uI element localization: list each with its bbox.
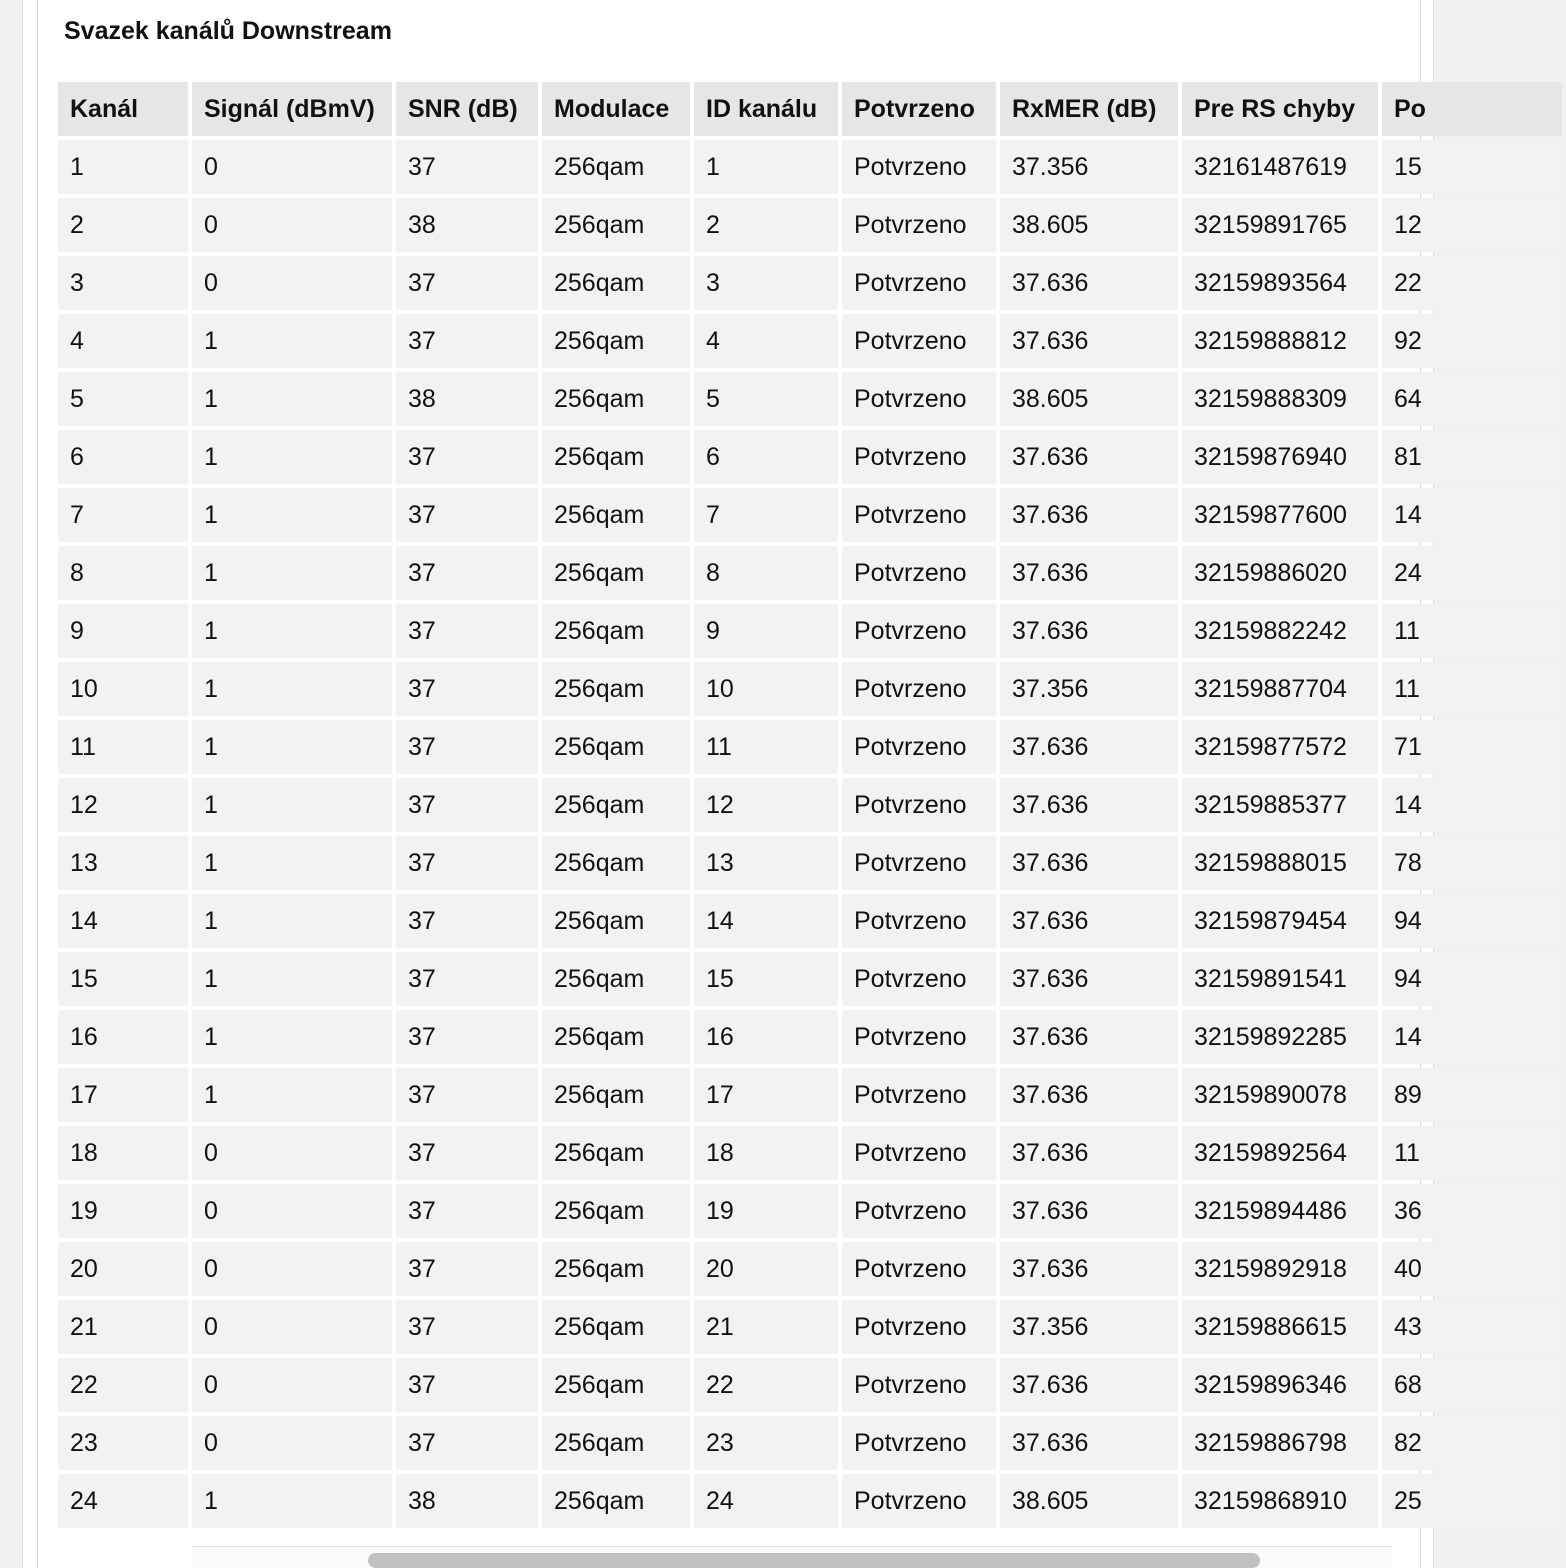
table-cell: 12: [58, 778, 188, 832]
table-cell: 256qam: [542, 836, 690, 890]
table-cell: 32159868910: [1182, 1474, 1378, 1528]
table-cell: 256qam: [542, 1300, 690, 1354]
table-cell: 37.636: [1000, 894, 1178, 948]
table-row: [58, 314, 1562, 368]
table-cell: 256qam: [542, 604, 690, 658]
table-cell: 13: [58, 836, 188, 890]
table-cell: 15: [694, 952, 838, 1006]
table-cell: 37: [396, 1416, 538, 1470]
table-cell: 38.605: [1000, 1474, 1178, 1528]
table-cell: 37: [396, 256, 538, 310]
table-cell: 37.636: [1000, 952, 1178, 1006]
table-cell: 71: [1382, 720, 1562, 774]
table-cell: 19: [58, 1184, 188, 1238]
table-cell: 11: [58, 720, 188, 774]
table-cell: 78: [1382, 836, 1562, 890]
table-cell: Potvrzeno: [842, 1242, 996, 1296]
table-cell: 0: [192, 140, 392, 194]
table-cell: 11: [1382, 604, 1562, 658]
column-header: Potvrzeno: [842, 82, 996, 136]
table-cell: 8: [58, 546, 188, 600]
table-row: [58, 778, 1562, 832]
table-cell: 82: [1382, 1416, 1562, 1470]
table-row: [58, 488, 1562, 542]
table-cell: 32159886798: [1182, 1416, 1378, 1470]
table-cell: 32159892285: [1182, 1010, 1378, 1064]
column-header: SNR (dB): [396, 82, 538, 136]
table-cell: 37.636: [1000, 1416, 1178, 1470]
table-cell: 14: [694, 894, 838, 948]
table-cell: 256qam: [542, 662, 690, 716]
table-cell: 1: [192, 1010, 392, 1064]
table-cell: 1: [58, 140, 188, 194]
table-cell: 22: [1382, 256, 1562, 310]
table-cell: 17: [694, 1068, 838, 1122]
table-cell: 37: [396, 662, 538, 716]
table-cell: 38: [396, 198, 538, 252]
table-cell: 32159896346: [1182, 1358, 1378, 1412]
table-cell: 11: [1382, 662, 1562, 716]
table-cell: 1: [192, 836, 392, 890]
table-cell: 256qam: [542, 894, 690, 948]
table-cell: 256qam: [542, 1358, 690, 1412]
table-cell: Potvrzeno: [842, 546, 996, 600]
table-cell: 18: [694, 1126, 838, 1180]
table-cell: 256qam: [542, 256, 690, 310]
page-frame: [22, 0, 1434, 1568]
table-cell: 1: [192, 894, 392, 948]
table-cell: 12: [1382, 198, 1562, 252]
table-cell: 37: [396, 836, 538, 890]
table-cell: 37.636: [1000, 256, 1178, 310]
table-cell: 32159888015: [1182, 836, 1378, 890]
table-cell: 20: [694, 1242, 838, 1296]
table-cell: 23: [58, 1416, 188, 1470]
table-cell: Potvrzeno: [842, 778, 996, 832]
table-cell: 32159886615: [1182, 1300, 1378, 1354]
table-cell: Potvrzeno: [842, 1300, 996, 1354]
table-cell: 32159890078: [1182, 1068, 1378, 1122]
table-cell: 1: [192, 662, 392, 716]
table-cell: Potvrzeno: [842, 1416, 996, 1470]
table-cell: Potvrzeno: [842, 1126, 996, 1180]
table-row: [58, 720, 1562, 774]
table-cell: 7: [694, 488, 838, 542]
table-cell: 37: [396, 604, 538, 658]
table-cell: 256qam: [542, 430, 690, 484]
table-cell: 256qam: [542, 952, 690, 1006]
table-cell: 32159877600: [1182, 488, 1378, 542]
table-cell: 32159879454: [1182, 894, 1378, 948]
column-header: Signál (dBmV): [192, 82, 392, 136]
table-cell: 256qam: [542, 1242, 690, 1296]
table-cell: 37.636: [1000, 1184, 1178, 1238]
table-cell: 38.605: [1000, 372, 1178, 426]
table-row: [58, 1300, 1562, 1354]
table-cell: Potvrzeno: [842, 372, 996, 426]
table-cell: 37: [396, 1300, 538, 1354]
table-cell: 11: [694, 720, 838, 774]
table-cell: 256qam: [542, 1010, 690, 1064]
table-cell: 0: [192, 198, 392, 252]
table-cell: 37: [396, 488, 538, 542]
table-cell: 256qam: [542, 140, 690, 194]
table-cell: 37: [396, 894, 538, 948]
table-cell: 32159888812: [1182, 314, 1378, 368]
table-cell: 38.605: [1000, 198, 1178, 252]
column-header: Po: [1382, 82, 1562, 136]
column-header: Pre RS chyby: [1182, 82, 1378, 136]
table-row: [58, 662, 1562, 716]
table-cell: 37: [396, 546, 538, 600]
table-cell: Potvrzeno: [842, 836, 996, 890]
table-cell: 0: [192, 1126, 392, 1180]
table-cell: 0: [192, 1358, 392, 1412]
table-cell: 3: [58, 256, 188, 310]
table-cell: 0: [192, 1242, 392, 1296]
table-cell: 37.636: [1000, 1126, 1178, 1180]
table-row: [58, 1474, 1562, 1528]
table-cell: 32159886020: [1182, 546, 1378, 600]
table-cell: 14: [1382, 778, 1562, 832]
table-cell: 23: [694, 1416, 838, 1470]
table-cell: 32159887704: [1182, 662, 1378, 716]
table-row: [58, 1242, 1562, 1296]
table-cell: Potvrzeno: [842, 1358, 996, 1412]
table-cell: 5: [694, 372, 838, 426]
table-cell: 81: [1382, 430, 1562, 484]
table-cell: 8: [694, 546, 838, 600]
table-cell: 37.636: [1000, 1358, 1178, 1412]
table-cell: 37: [396, 778, 538, 832]
table-row: [58, 1126, 1562, 1180]
table-cell: 13: [694, 836, 838, 890]
table-cell: 1: [694, 140, 838, 194]
table-cell: 22: [694, 1358, 838, 1412]
table-cell: 1: [192, 1474, 392, 1528]
table-cell: Potvrzeno: [842, 662, 996, 716]
table-cell: 18: [58, 1126, 188, 1180]
table-cell: 37.636: [1000, 604, 1178, 658]
table-cell: 32161487619: [1182, 140, 1378, 194]
table-cell: 256qam: [542, 314, 690, 368]
table-cell: 37: [396, 140, 538, 194]
table-cell: 32159888309: [1182, 372, 1378, 426]
column-header: Kanál: [58, 82, 188, 136]
table-cell: 12: [694, 778, 838, 832]
table-cell: Potvrzeno: [842, 1068, 996, 1122]
table-cell: 1: [192, 1068, 392, 1122]
table-cell: 37.636: [1000, 720, 1178, 774]
column-header: ID kanálu: [694, 82, 838, 136]
table-cell: 16: [58, 1010, 188, 1064]
table-cell: 37.636: [1000, 314, 1178, 368]
table-row: [58, 952, 1562, 1006]
table-cell: 0: [192, 1300, 392, 1354]
table-row: [58, 894, 1562, 948]
table-cell: 256qam: [542, 778, 690, 832]
table-cell: 0: [192, 256, 392, 310]
table-cell: 32159892564: [1182, 1126, 1378, 1180]
table-cell: 17: [58, 1068, 188, 1122]
table-cell: Potvrzeno: [842, 198, 996, 252]
table-cell: Potvrzeno: [842, 604, 996, 658]
table-row: [58, 372, 1562, 426]
table-cell: 1: [192, 488, 392, 542]
table-cell: 37: [396, 1242, 538, 1296]
table-row: [58, 140, 1562, 194]
table-row: [58, 604, 1562, 658]
table-cell: 37: [396, 720, 538, 774]
table-cell: 256qam: [542, 488, 690, 542]
table-cell: 37: [396, 314, 538, 368]
table-row: [58, 430, 1562, 484]
table-cell: 37: [396, 952, 538, 1006]
table-cell: 24: [694, 1474, 838, 1528]
table-cell: 37: [396, 1184, 538, 1238]
panel-title: Svazek kanálů Downstream: [64, 17, 392, 45]
table-row: [58, 1010, 1562, 1064]
table-cell: 256qam: [542, 1068, 690, 1122]
table-cell: 37.636: [1000, 546, 1178, 600]
table-cell: 10: [58, 662, 188, 716]
column-header: RxMER (dB): [1000, 82, 1178, 136]
table-cell: 24: [1382, 546, 1562, 600]
table-cell: 21: [694, 1300, 838, 1354]
table-cell: 32159877572: [1182, 720, 1378, 774]
table-cell: Potvrzeno: [842, 1474, 996, 1528]
table-cell: 14: [1382, 488, 1562, 542]
downstream-channel-table: [54, 78, 1566, 1532]
table-cell: 2: [694, 198, 838, 252]
table-row: [58, 1416, 1562, 1470]
table-cell: 32159894486: [1182, 1184, 1378, 1238]
table-row: [58, 1358, 1562, 1412]
table-cell: 5: [58, 372, 188, 426]
table-cell: 256qam: [542, 720, 690, 774]
table-cell: Potvrzeno: [842, 430, 996, 484]
table-cell: 37: [396, 1358, 538, 1412]
table-cell: 37.636: [1000, 488, 1178, 542]
table-cell: 1: [192, 372, 392, 426]
table-cell: 1: [192, 720, 392, 774]
column-header: Modulace: [542, 82, 690, 136]
table-row: [58, 1184, 1562, 1238]
table-cell: Potvrzeno: [842, 894, 996, 948]
table-cell: 37.356: [1000, 1300, 1178, 1354]
table-cell: 25: [1382, 1474, 1562, 1528]
table-cell: 89: [1382, 1068, 1562, 1122]
table-cell: 22: [58, 1358, 188, 1412]
table-cell: 0: [192, 1416, 392, 1470]
table-cell: 37.356: [1000, 662, 1178, 716]
table-cell: 94: [1382, 952, 1562, 1006]
table-cell: 68: [1382, 1358, 1562, 1412]
downstream-panel: [37, 0, 1426, 1568]
table-cell: Potvrzeno: [842, 314, 996, 368]
table-cell: 256qam: [542, 1474, 690, 1528]
table-cell: 37.636: [1000, 430, 1178, 484]
table-cell: Potvrzeno: [842, 140, 996, 194]
table-cell: 32159892918: [1182, 1242, 1378, 1296]
table-cell: 3: [694, 256, 838, 310]
table-cell: 15: [1382, 140, 1562, 194]
table-cell: 1: [192, 430, 392, 484]
table-cell: 1: [192, 778, 392, 832]
table-cell: Potvrzeno: [842, 488, 996, 542]
table-cell: 32159891541: [1182, 952, 1378, 1006]
table-cell: 37: [396, 1010, 538, 1064]
table-cell: 43: [1382, 1300, 1562, 1354]
table-cell: 1: [192, 314, 392, 368]
table-cell: 10: [694, 662, 838, 716]
table-cell: 38: [396, 372, 538, 426]
table-cell: 37: [396, 1126, 538, 1180]
table-cell: 37.356: [1000, 140, 1178, 194]
table-cell: Potvrzeno: [842, 1184, 996, 1238]
table-cell: 94: [1382, 894, 1562, 948]
table-cell: 6: [694, 430, 838, 484]
table-cell: 256qam: [542, 546, 690, 600]
table-cell: 6: [58, 430, 188, 484]
table-cell: 15: [58, 952, 188, 1006]
table-cell: 14: [58, 894, 188, 948]
table-cell: Potvrzeno: [842, 256, 996, 310]
table-cell: 9: [694, 604, 838, 658]
table-cell: Potvrzeno: [842, 720, 996, 774]
table-scroll-area[interactable]: [58, 82, 1426, 1534]
table-cell: 36: [1382, 1184, 1562, 1238]
table-cell: 24: [58, 1474, 188, 1528]
table-header-row: [58, 82, 1562, 136]
table-row: [58, 256, 1562, 310]
table-cell: Potvrzeno: [842, 952, 996, 1006]
table-cell: 32159876940: [1182, 430, 1378, 484]
table-cell: 256qam: [542, 1184, 690, 1238]
table-cell: 37.636: [1000, 778, 1178, 832]
table-cell: 37: [396, 430, 538, 484]
table-cell: 9: [58, 604, 188, 658]
table-cell: 1: [192, 952, 392, 1006]
table-cell: 32159891765: [1182, 198, 1378, 252]
table-cell: 19: [694, 1184, 838, 1238]
table-cell: 38: [396, 1474, 538, 1528]
table-row: [58, 1068, 1562, 1122]
table-cell: 64: [1382, 372, 1562, 426]
table-cell: 37: [396, 1068, 538, 1122]
table-cell: 4: [694, 314, 838, 368]
table-cell: 256qam: [542, 198, 690, 252]
table-cell: 37.636: [1000, 836, 1178, 890]
table-cell: 1: [192, 604, 392, 658]
table-cell: 7: [58, 488, 188, 542]
table-cell: 37.636: [1000, 1010, 1178, 1064]
table-cell: 92: [1382, 314, 1562, 368]
table-cell: 21: [58, 1300, 188, 1354]
table-cell: 256qam: [542, 1126, 690, 1180]
table-row: [58, 198, 1562, 252]
table-cell: 37.636: [1000, 1242, 1178, 1296]
table-cell: 32159893564: [1182, 256, 1378, 310]
table-cell: 37.636: [1000, 1068, 1178, 1122]
table-cell: 0: [192, 1184, 392, 1238]
horizontal-scrollbar-thumb[interactable]: [368, 1553, 1260, 1568]
table-cell: 256qam: [542, 372, 690, 426]
table-cell: 2: [58, 198, 188, 252]
table-cell: 32159882242: [1182, 604, 1378, 658]
table-cell: Potvrzeno: [842, 1010, 996, 1064]
table-row: [58, 836, 1562, 890]
table-cell: 4: [58, 314, 188, 368]
table-cell: 1: [192, 546, 392, 600]
table-cell: 16: [694, 1010, 838, 1064]
table-row: [58, 546, 1562, 600]
table-cell: 40: [1382, 1242, 1562, 1296]
table-cell: 11: [1382, 1126, 1562, 1180]
table-cell: 14: [1382, 1010, 1562, 1064]
table-cell: 20: [58, 1242, 188, 1296]
table-cell: 32159885377: [1182, 778, 1378, 832]
table-cell: 256qam: [542, 1416, 690, 1470]
